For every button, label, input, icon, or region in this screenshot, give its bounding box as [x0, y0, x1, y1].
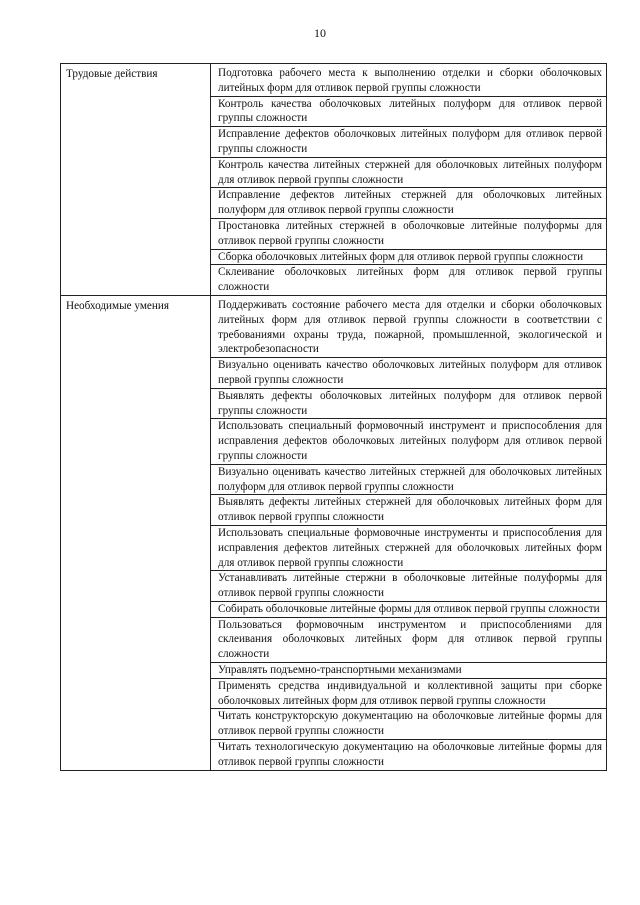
- row-label: Трудовые действия: [61, 64, 211, 296]
- list-item: Исправление дефектов оболочковых литейных полуформ для отливок первой группы сложности: [211, 127, 606, 158]
- row-items: [211, 64, 607, 296]
- page-number: 10: [314, 26, 326, 40]
- list-item: Визуально оценивать качество литейных стержней для оболочковых литейных полуформ для отливок первой группы сложности: [211, 465, 606, 496]
- list-item: Визуально оценивать качество оболочковых литейных полуформ для отливок первой группы сложности: [211, 358, 606, 389]
- list-item: Поддерживать состояние рабочего места для отделки и сборки оболочковых литейных форм для отливок первой группы сложности в соответствии с требованиями охраны труда, пожарной, промышленной, экологической и электробезопасности: [211, 296, 606, 358]
- list-item: Пользоваться формовочным инструментом и приспособлениями для склеивания оболочковых литейных форм для отливок первой группы сложности: [211, 618, 606, 663]
- list-item: Читать технологическую документацию на оболочковые литейные формы для отливок первой группы сложности: [218, 741, 602, 768]
- table-row-required-skills: [61, 295, 607, 770]
- row-label: Необходимые умения: [61, 295, 211, 770]
- list-item: Собирать оболочковые литейные формы для отливок первой группы сложности: [211, 602, 606, 618]
- list-item: Читать конструкторскую документацию на оболочковые литейные формы для отливок первой группы сложности: [211, 709, 606, 740]
- qualification-table: [60, 63, 607, 771]
- list-item: Устанавливать литейные стержни в оболочковые литейные полуформы для отливок первой группы сложности: [211, 571, 606, 602]
- list-item: Склеивание оболочковых литейных форм для отливок первой группы сложности: [218, 266, 602, 294]
- list-item: Использовать специальный формовочный инструмент и приспособления для исправления дефектов оболочковых литейных полуформ для отливок первой группы сложности: [211, 419, 606, 464]
- list-item: Использовать специальные формовочные инструменты и приспособления для исправления дефектов литейных стержней для оболочковых литейных форм для отливок первой группы сложности: [211, 526, 606, 571]
- list-item: Подготовка рабочего места к выполнению отделки и сборки оболочковых литейных форм для отливок первой группы сложности: [211, 64, 606, 97]
- table-row-labor-actions: [61, 64, 607, 296]
- list-item: Выявлять дефекты литейных стержней для оболочковых литейных форм для отливок первой группы сложности: [211, 495, 606, 526]
- list-item: Исправление дефектов литейных стержней для оболочковых литейных полуформ для отливок первой группы сложности: [211, 188, 606, 219]
- list-item: Применять средства индивидуальной и коллективной защиты при сборке оболочковых литейных форм для отливок первой группы сложности: [211, 679, 606, 710]
- list-item: Управлять подъемно-транспортными механизмами: [211, 663, 606, 679]
- list-item: Контроль качества литейных стержней для оболочковых литейных полуформ для отливок первой группы сложности: [211, 158, 606, 189]
- list-item: Контроль качества оболочковых литейных полуформ для отливок первой группы сложности: [211, 97, 606, 128]
- list-item: Сборка оболочковых литейных форм для отливок первой группы сложности: [211, 250, 606, 266]
- row-items: [211, 295, 607, 770]
- list-item: Выявлять дефекты оболочковых литейных полуформ для отливок первой группы сложности: [211, 389, 606, 420]
- list-item: Простановка литейных стержней в оболочковые литейные полуформы для отливок первой группы сложности: [211, 219, 606, 250]
